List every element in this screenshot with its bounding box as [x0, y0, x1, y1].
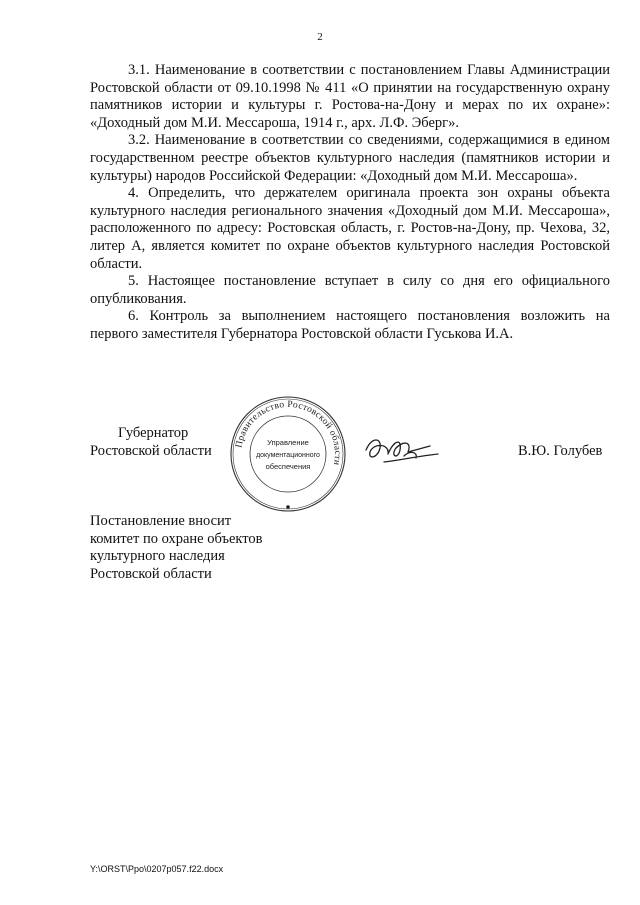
signatory-title — [90, 425, 212, 460]
submitter-note — [90, 513, 263, 583]
seal-inner-line3: обеспечения — [265, 462, 311, 471]
paragraph-3-2: 3.2. Наименование в соответствии со сведениями, содержащимися в едином государственном реестре объектов культурного наследия (памятников истории и культуры) народов Российской Федерации: «Доходный дом М.И. Мессароша». — [90, 132, 610, 184]
paragraph-5: 5. Настоящее постановление вступает в силу со дня его официального опубликования. — [90, 273, 610, 307]
paragraph-3-1: 3.1. Наименование в соответствии с постановлением Главы Администрации Ростовской области от 09.10.1998 № 411 «О принятии на государственную охрану памятников истории и культуры г. Ростова-на-Дону и мерах по их охране»: «Доходный дом М.И. Мессароша, 1914 г., арх. Л.Ф. Эберг». — [90, 62, 610, 131]
resolution-body — [90, 62, 610, 344]
signatory-title-line2: Ростовской области — [90, 442, 212, 459]
signatory-title-line1: Губернатор — [118, 425, 189, 441]
submitter-line4: Ростовской области — [90, 565, 212, 582]
submitter-line2: комитет по охране объектов — [90, 530, 263, 547]
page-number: 2 — [317, 31, 323, 43]
file-path-footer: Y:\ORST\Ppo\0207p057.f22.docx — [90, 864, 224, 874]
submitter-line3: культурного наследия — [90, 548, 225, 565]
paragraph-4: 4. Определить, что держателем оригинала проекта зон охраны объекта культурного наследия регионального значения «Доходный дом М.И. Мессароша», расположенного по адресу: Ростовская область, г. Ростов-на-Дону, пр. Чехова, 32, литер А, является комитет по охране объектов культурного наследия Ростовской области. — [90, 185, 610, 272]
seal-inner-line1: Управление — [267, 438, 309, 447]
paragraph-6: 6. Контроль за выполнением настоящего постановления возложить на первого заместителя Губернатора Ростовской области Гуськова И.А. — [90, 308, 610, 342]
submitter-line1: Постановление вносит — [90, 513, 232, 529]
handwritten-signature — [360, 430, 460, 470]
official-seal — [229, 395, 347, 513]
seal-inner-line2: документационного — [256, 452, 320, 459]
signatory-name: В.Ю. Голубев — [518, 443, 603, 459]
seal-outer-text: Правительство Ростовской области — [234, 399, 343, 467]
